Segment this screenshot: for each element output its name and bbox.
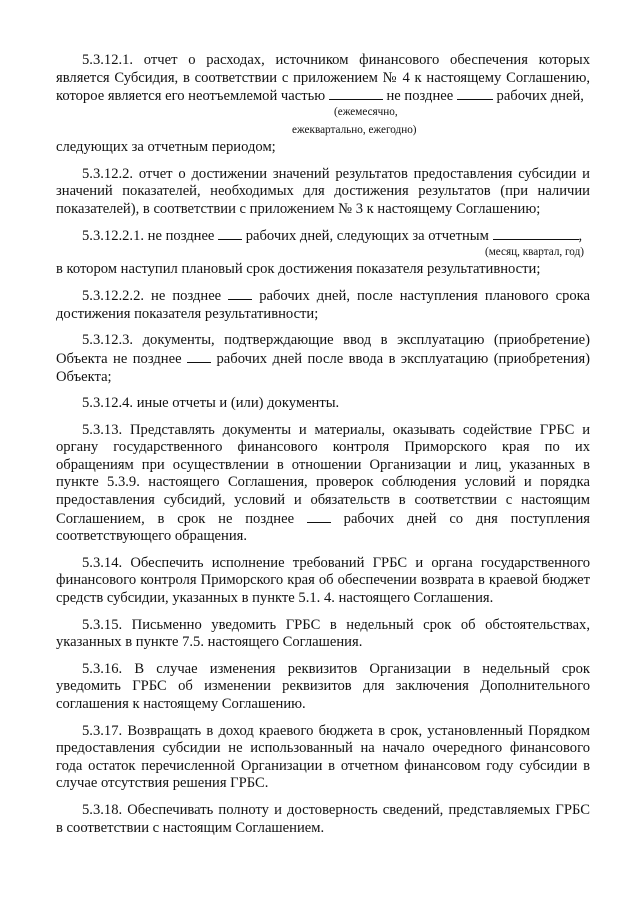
blank-field (307, 510, 331, 523)
field-note: (месяц, квартал, год) (485, 245, 584, 258)
paragraph-continuation: следующих за отчетным периодом; (56, 138, 276, 155)
text: рабочих дней, (496, 88, 584, 105)
paragraph-5-3-12-2-2 (56, 287, 590, 323)
paragraph-5-3-12-3 (56, 332, 590, 386)
blank-field (493, 227, 579, 240)
paragraph-5-3-14: 5.3.14. Обеспечить исполнение требований ГРБС и органа государственного финансового контроля Приморского края об обеспечении возврата в краевой бюджет средств субсидии, указанных в пункте 5.1. 4. настоящего Соглашения. (56, 554, 590, 607)
blank-field (187, 350, 211, 363)
text: 5.3.12.2.2. не позднее (82, 288, 222, 305)
field-note: (ежемесячно, (334, 105, 398, 118)
paragraph-5-3-18: 5.3.18. Обеспечивать полноту и достоверность сведений, представляемых ГРБС в соответствии с настоящим Соглашением. (56, 801, 590, 836)
text: рабочих дней, после наступления планового срока достижения показателя результативности; (56, 288, 591, 322)
paragraph-5-3-17: 5.3.17. Возвращать в доход краевого бюджета в срок, установленный Порядком предоставления субсидии не использованный на начало очередного финансового года остаток перечисленной Организации в отчетном финансовом году субсидии в случае отсутствия решения ГРБС. (56, 722, 590, 792)
paragraph-5-3-16: 5.3.16. В случае изменения реквизитов Организации в недельный срок уведомить ГРБС об изменении реквизитов для заключения Дополнительного соглашения к настоящему Соглашению. (56, 660, 590, 712)
blank-field (228, 287, 252, 300)
paragraph-5-3-12-2-1 (56, 227, 590, 246)
text: 5.3.12.1. отчет о расходах, источником финансового обеспечения которых является Субсидия, в соответствии с приложением № 4 к настоящему Соглашению, которое является его неотъемлемой частью (56, 52, 590, 105)
blank-field (329, 87, 383, 100)
blank-field (218, 227, 242, 240)
paragraph-5-3-12-4: 5.3.12.4. иные отчеты и (или) документы. (82, 395, 340, 412)
text: рабочих дней, следующих за отчетным (245, 228, 489, 245)
paragraph-5-3-15: 5.3.15. Письменно уведомить ГРБС в недельный срок об обстоятельствах, указанных в пункте 7.5. настоящего Соглашения. (56, 616, 590, 651)
text: 5.3.12.3. документы, подтверждающие ввод в эксплуатацию (приобретение) Объекта не позднее (56, 332, 590, 367)
text: не позднее (386, 88, 454, 105)
text: 5.3.13. Представлять документы и материалы, оказывать содействие ГРБС и органу государственного финансового контроля Приморского края по их обращениям при осуществлении в отношении Организации и лиц, указанных в пункте 5.3.9. настоящего Соглашения, проверок соблюдения условий и порядка предоставления субсидий, условий и обязательств в соответствии с настоящим Соглашением, в срок не позднее (56, 421, 590, 527)
blank-field (457, 87, 493, 100)
paragraph-continuation: в котором наступил плановый срок достижения показателя результативности; (56, 260, 541, 277)
text: 5.3.12.2.1. не позднее (82, 228, 215, 245)
field-note: ежеквартально, ежегодно) (292, 124, 417, 137)
text: рабочих дней со дня поступления соответствующего обращения. (56, 510, 590, 545)
paragraph-5-3-12-1 (56, 52, 590, 106)
text: рабочих дней после ввода в эксплуатацию (приобретения) Объекта; (56, 350, 591, 385)
paragraph-5-3-12-2: 5.3.12.2. отчет о достижении значений результатов предоставления субсидии и значений показателей, необходимых для достижения результатов (при наличии показателей), в соответствии с приложением № 3 к настоящему Соглашению; (56, 165, 590, 217)
document-page (56, 52, 590, 837)
paragraph-5-3-13 (56, 422, 590, 546)
text: , (578, 228, 583, 245)
